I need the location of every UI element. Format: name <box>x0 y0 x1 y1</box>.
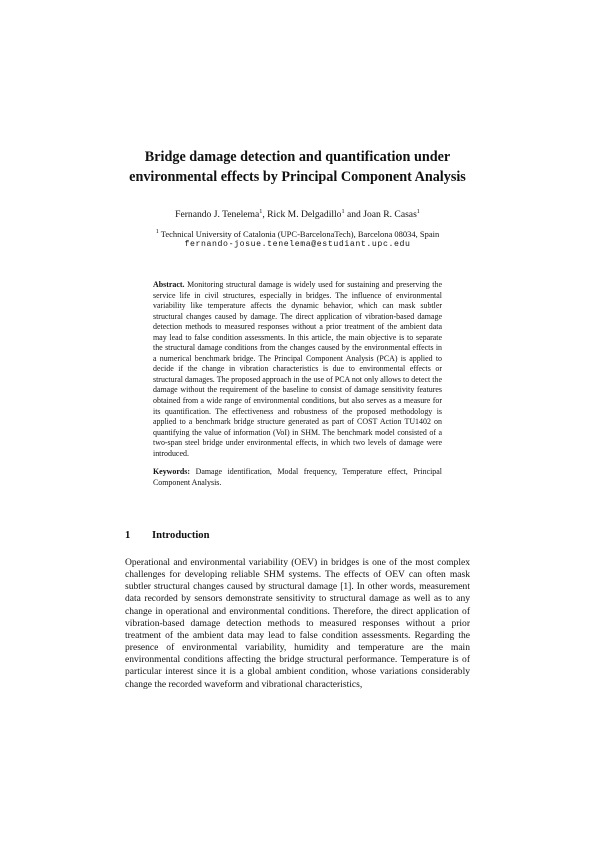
section-number: 1 <box>125 530 131 541</box>
author-3: Joan R. Casas <box>363 209 417 220</box>
section-heading <box>125 530 210 541</box>
affiliation <box>60 229 535 250</box>
introduction-body <box>125 557 470 691</box>
affiliation-text: Technical University of Catalonia (UPC-BarcelonaTech), Barcelona 08034, Spain <box>158 229 440 239</box>
keywords-text: Damage identification, Modal frequency, Temperature effect, Principal Component Analysis. <box>153 467 442 487</box>
keywords <box>153 467 442 488</box>
paper-title <box>60 148 535 187</box>
affiliation-mark: 1 <box>155 228 159 235</box>
section-title: Introduction <box>152 530 210 541</box>
author-1: Fernando J. Tenelema <box>175 209 260 220</box>
author-email[interactable]: fernando-josue.tenelema@estudiant.upc.edu <box>184 239 411 249</box>
title-line-1: Bridge damage detection and quantification under <box>144 149 451 165</box>
keywords-label: Keywords: <box>153 467 191 477</box>
author-separator: , <box>262 209 268 220</box>
abstract-text: Monitoring structural damage is widely used for sustaining and preserving the service life in civil structures, especially in bridges. The influence of environmental variability like temperature affects the dynamic behavior, which can mask subtler structural changes caused by damage. The direct application of vibration-based damage detection methods to measured responses without a prior treatment of the ambient data may lead to false condition assessments. In this article, the main objective is to separate the structural damage conditions from the changes caused by the environmental effects in a numerical benchmark bridge. The Principal Component Analysis (PCA) is applied to decide if the change in vibration characteristics is due to environmental effects or structural damages. The proposed approach in the use of PCA not only allows to detect the damage without the requirement of the baseline to consist of damage sensitivity features obtained from a wide range of environmental conditions, but also serves as a measure for its quantification. The effectiveness and robustness of the proposed methodology is applied to a benchmark bridge structure generated as part of COST Action TU1402 on quantifying the value of information (VoI) in SHM. The benchmark model consisted of a two-span steel bridge under environmental effects, in which two levels of damage were introduced. <box>153 280 442 458</box>
author-list <box>60 209 535 221</box>
abstract <box>153 280 442 488</box>
author-3-affil-mark: 1 <box>416 208 420 215</box>
abstract-label: Abstract. <box>153 280 185 289</box>
abstract-paragraph <box>153 280 442 459</box>
author-2-affil-mark: 1 <box>341 208 345 215</box>
author-1-affil-mark: 1 <box>259 208 263 215</box>
body-paragraph: Operational and environmental variability (OEV) in bridges is one of the most complex challenges for developing reliable SHM systems. The effects of OEV can often mask subtler structural changes caused by structural damage [1]. In other words, measurement data recorded by sensors demonstrate sensitivity to structural damage as well as to any change in operational and environmental conditions. Therefore, the direct application of vibration-based damage detection methods to measured responses without a prior treatment of the ambient data may lead to false condition assessments. Regarding the presence of environmental variability, humidity and temperature are the main environmental conditions affecting the bridge structural performance. Temperature is of particular interest since it is a global ambient condition, whose variations considerably change the recorded waveform and vibrational characteristics, <box>125 557 470 690</box>
author-separator: and <box>344 209 364 220</box>
title-line-2: environmental effects by Principal Component Analysis <box>129 168 466 185</box>
author-2: Rick M. Delgadillo <box>267 209 342 220</box>
